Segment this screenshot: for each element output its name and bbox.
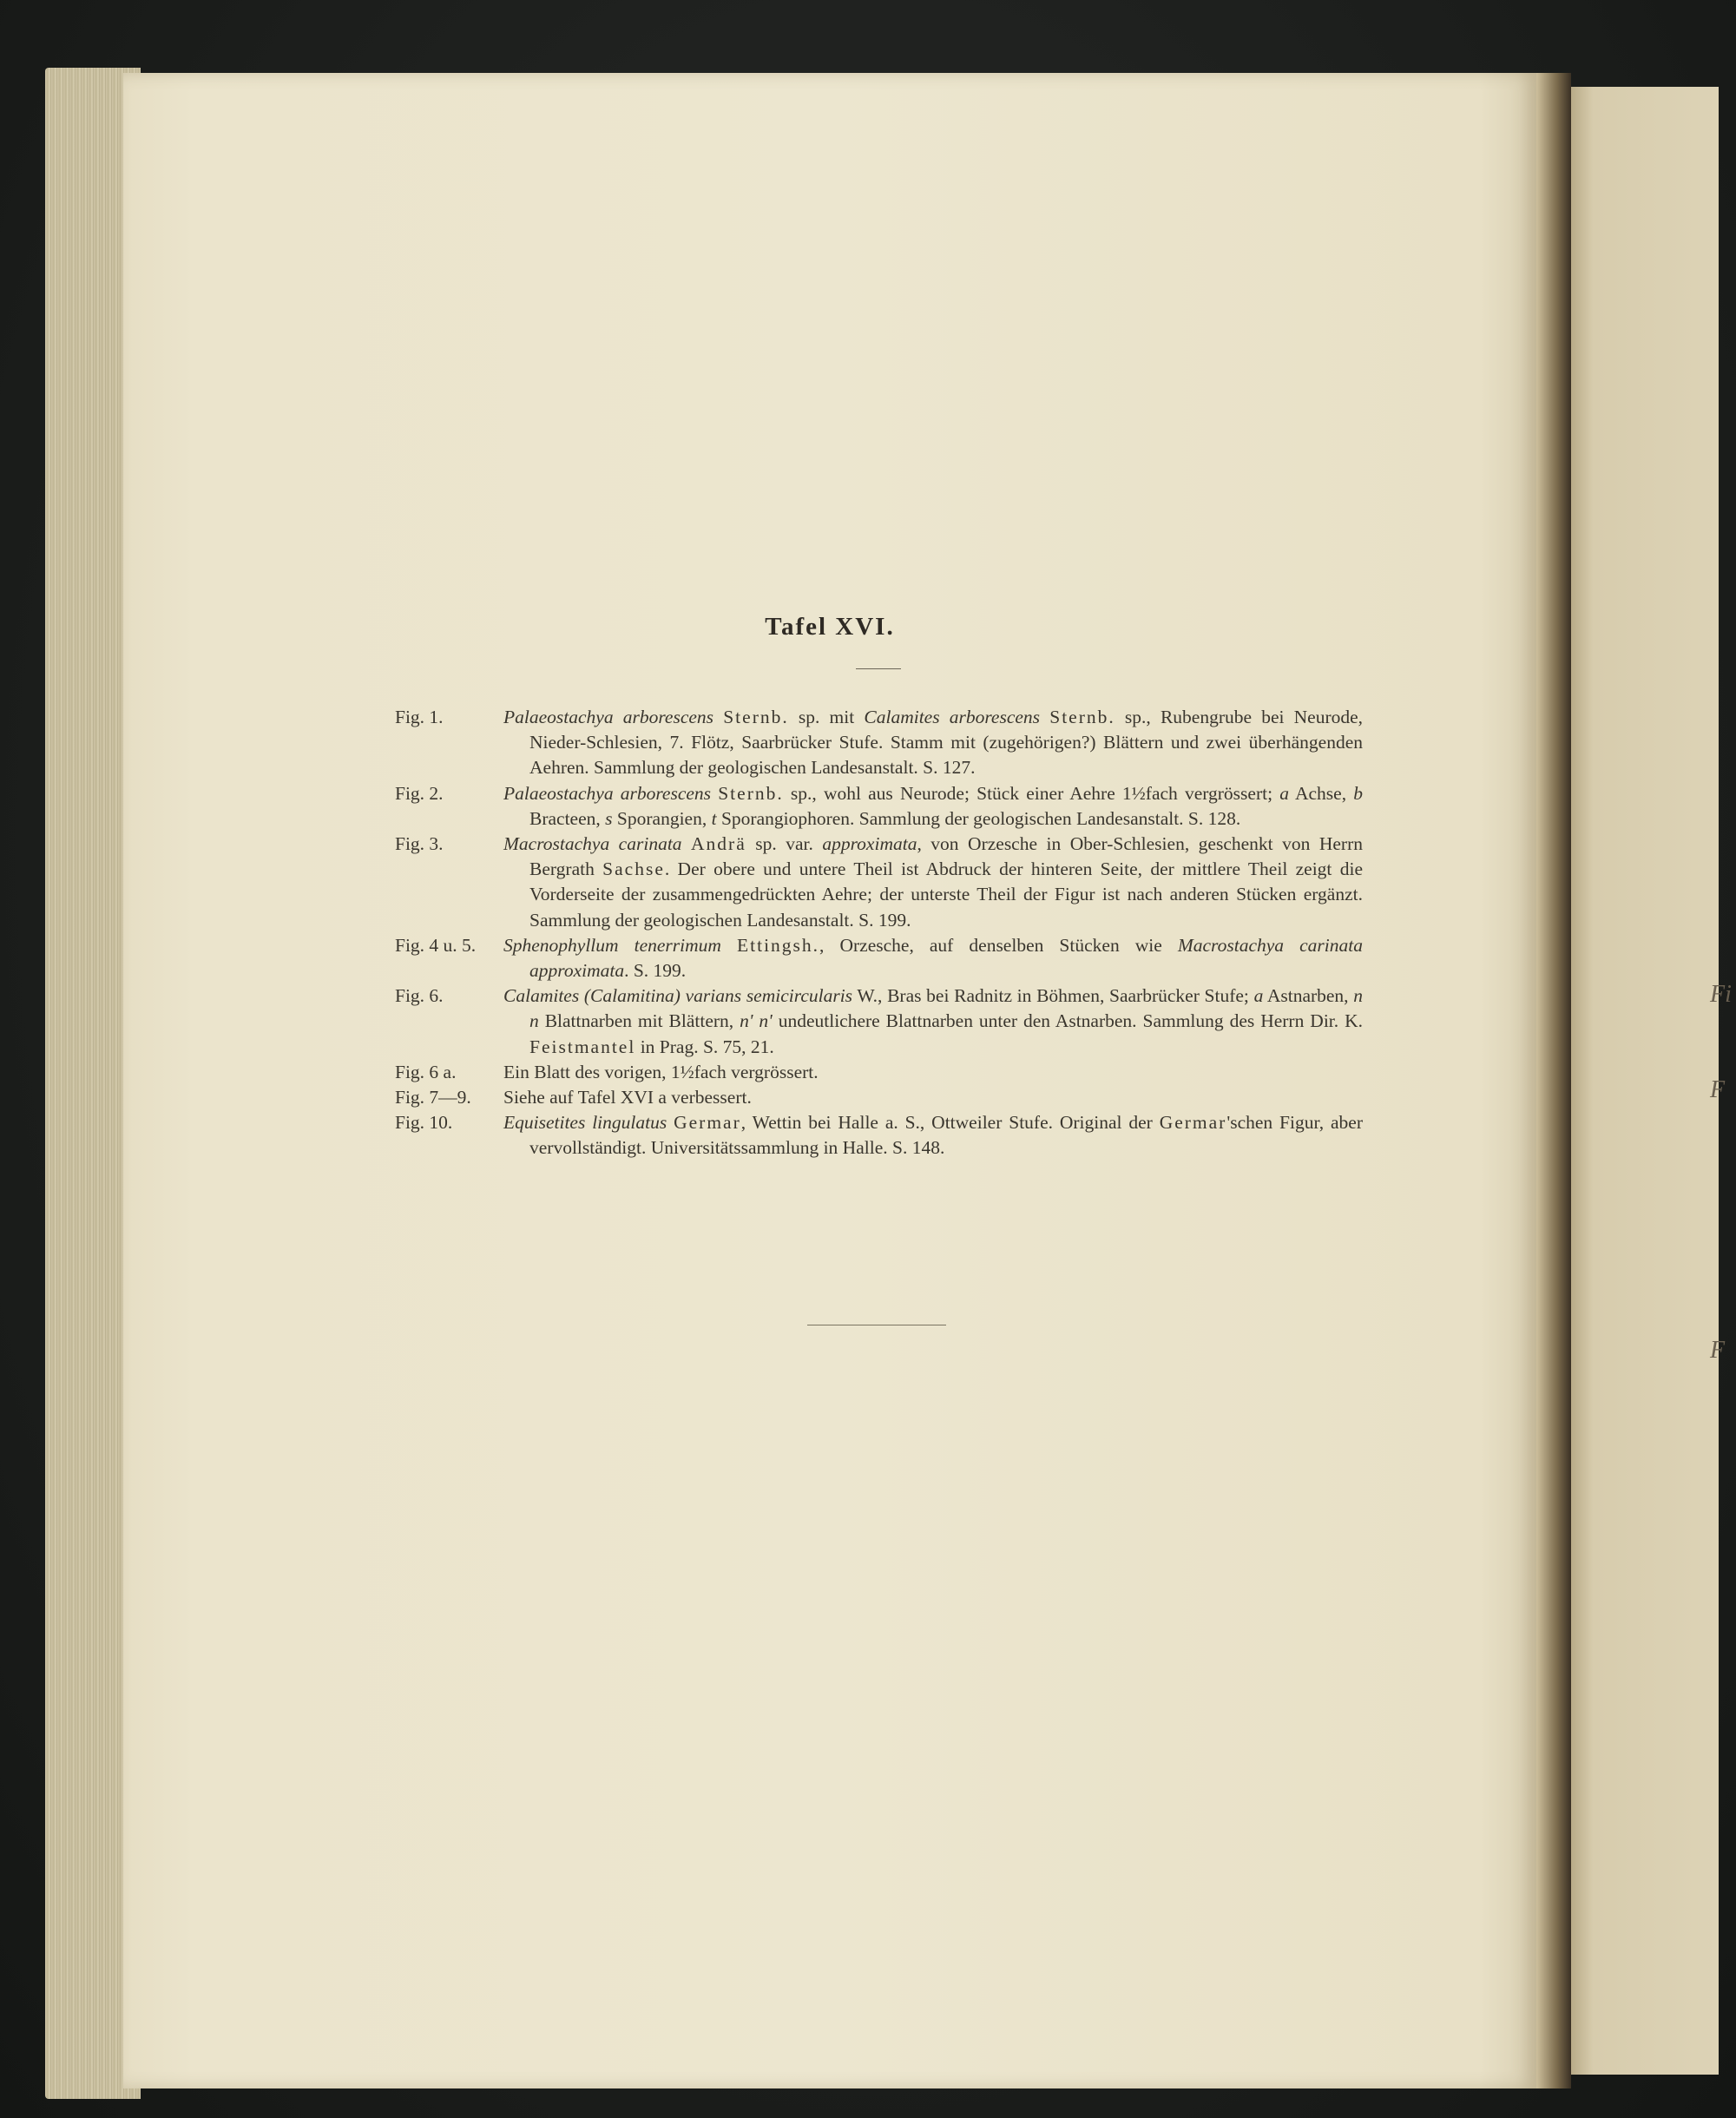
italic-term: Equisetites lingulatus xyxy=(503,1112,667,1134)
caption-text xyxy=(713,707,723,727)
caption-text: , Wettin bei Halle a. S., Ottweiler Stufe. Original der xyxy=(740,1112,1160,1134)
caption-text: Sachse xyxy=(602,858,665,880)
caption-text xyxy=(721,935,737,956)
italic-term: s xyxy=(605,807,613,829)
figure-caption xyxy=(503,1085,1363,1110)
figure-label: Fig. 7—9. xyxy=(395,1087,471,1108)
figure-label: Fig. 3. xyxy=(395,833,444,855)
caption-text xyxy=(1040,707,1049,727)
italic-term: Macrostachya carinata xyxy=(503,833,682,855)
figure-label: Fig. 6. xyxy=(395,985,444,1007)
caption-text: Bracteen, xyxy=(529,807,606,829)
italic-term: a xyxy=(1253,985,1264,1007)
caption-text: Andrä xyxy=(691,833,746,855)
caption-text: sp. mit xyxy=(788,707,865,727)
caption-text: , von Orzesche in Ober-Schlesien, geschenkt von Herrn Bergrath xyxy=(529,833,1363,880)
caption-text: Sporangien, xyxy=(612,807,712,829)
caption-text: undeutlichere Blattnarben unter den Astnarben. Sammlung des Herrn Dir. K. xyxy=(772,1010,1363,1032)
caption-text: Feistmantel xyxy=(529,1036,636,1057)
italic-term: Calamites arborescens xyxy=(864,707,1041,727)
caption-text: Ein Blatt des vorigen, 1½fach vergrössert. xyxy=(503,1061,819,1082)
right-page-fragment: F xyxy=(1710,1076,1726,1103)
caption-text: Sporangiophoren. Sammlung der geologischen Landesanstalt. S. 128. xyxy=(716,807,1241,829)
caption-text: Germar xyxy=(674,1112,741,1134)
caption-text: Achse, xyxy=(1288,782,1354,804)
right-page-fragment: Fi xyxy=(1710,981,1732,1008)
figure-caption xyxy=(503,832,1363,933)
caption-text xyxy=(682,833,691,854)
figure-caption xyxy=(503,781,1363,832)
italic-term: n n xyxy=(529,985,1363,1032)
book-gutter xyxy=(1536,73,1571,2088)
caption-text: Sternb. xyxy=(718,782,784,804)
caption-entry xyxy=(395,1060,1363,1085)
caption-text: Germar xyxy=(1159,1112,1227,1134)
caption-text: . Der obere und untere Theil ist Abdruck der hinteren Seite, der mittlere Theil zeigt die Vorderseite der zusammengedrückten Aehre; der unterste Theil der Figur ist nach anderen Stücken ergänzt. Sammlung der geologischen Landesanstalt. S. 199. xyxy=(529,858,1363,931)
caption-text: sp. var. xyxy=(746,833,823,855)
caption-entry xyxy=(395,1110,1363,1161)
figure-captions xyxy=(395,705,1363,1161)
caption-entry xyxy=(395,933,1363,983)
italic-term: Macrostachya carinata approximata xyxy=(529,934,1363,982)
plate-title: Tafel XVI. xyxy=(765,613,895,641)
caption-entry xyxy=(395,832,1363,933)
caption-text: , Orzesche, auf denselben Stücken wie xyxy=(819,934,1178,956)
caption-entry xyxy=(395,1085,1363,1110)
caption-text: . S. 199. xyxy=(624,960,687,982)
caption-entry xyxy=(395,705,1363,781)
figure-caption xyxy=(503,705,1363,781)
italic-term: t xyxy=(711,807,717,829)
caption-text: sp., Rubengrube bei Neurode, Nieder-Schlesien, 7. Flötz, Saarbrücker Stufe. Stamm mit (zugehörigen?) Blättern und zwei überhängenden Aehren. Sammlung der geologischen Landesanstalt. S. 127. xyxy=(529,707,1364,779)
italic-term: approximata xyxy=(822,833,917,855)
caption-text xyxy=(667,1112,674,1133)
caption-text: Ettingsh. xyxy=(737,934,820,956)
caption-text: sp., wohl aus Neurode; Stück einer Aehre 1½fach vergrössert; xyxy=(783,782,1280,804)
caption-text: Astnarben, xyxy=(1263,985,1354,1007)
caption-text xyxy=(711,783,718,804)
italic-term: a xyxy=(1279,782,1289,804)
figure-caption xyxy=(503,983,1363,1060)
figure-label: Fig. 2. xyxy=(395,782,444,804)
caption-text: Sternb. xyxy=(1049,707,1115,727)
caption-text: Blattnarben mit Blättern, xyxy=(538,1010,740,1032)
right-page-fragment: F xyxy=(1710,1337,1726,1364)
caption-text: 'schen Figur, aber vervollständigt. Universitätssammlung in Halle. S. 148. xyxy=(529,1112,1363,1159)
caption-text: W., Bras bei Radnitz in Böhmen, Saarbrücker Stufe; xyxy=(852,985,1254,1007)
italic-term: b xyxy=(1353,782,1363,804)
right-page xyxy=(1571,87,1732,2075)
figure-caption xyxy=(503,1060,1363,1085)
caption-entry xyxy=(395,983,1363,1060)
caption-text: in Prag. S. 75, 21. xyxy=(635,1036,774,1057)
figure-caption xyxy=(503,1110,1363,1161)
figure-label: Fig. 10. xyxy=(395,1112,453,1134)
italic-term: n' n' xyxy=(740,1010,773,1032)
caption-text: Sternb. xyxy=(723,707,789,727)
figure-label: Fig. 1. xyxy=(395,707,444,727)
italic-term: Palaeostachya arborescens xyxy=(503,707,714,727)
italic-term: Palaeostachya arborescens xyxy=(503,782,712,804)
figure-caption xyxy=(503,933,1363,983)
caption-entry xyxy=(395,781,1363,832)
italic-term: Calamites (Calamitina) varians semicircularis xyxy=(503,985,853,1007)
title-divider xyxy=(856,668,901,669)
caption-text: Siehe auf Tafel XVI a verbessert. xyxy=(503,1087,752,1108)
figure-label: Fig. 6 a. xyxy=(395,1061,457,1082)
italic-term: Sphenophyllum tenerrimum xyxy=(503,934,721,956)
figure-label: Fig. 4 u. 5. xyxy=(395,934,477,956)
